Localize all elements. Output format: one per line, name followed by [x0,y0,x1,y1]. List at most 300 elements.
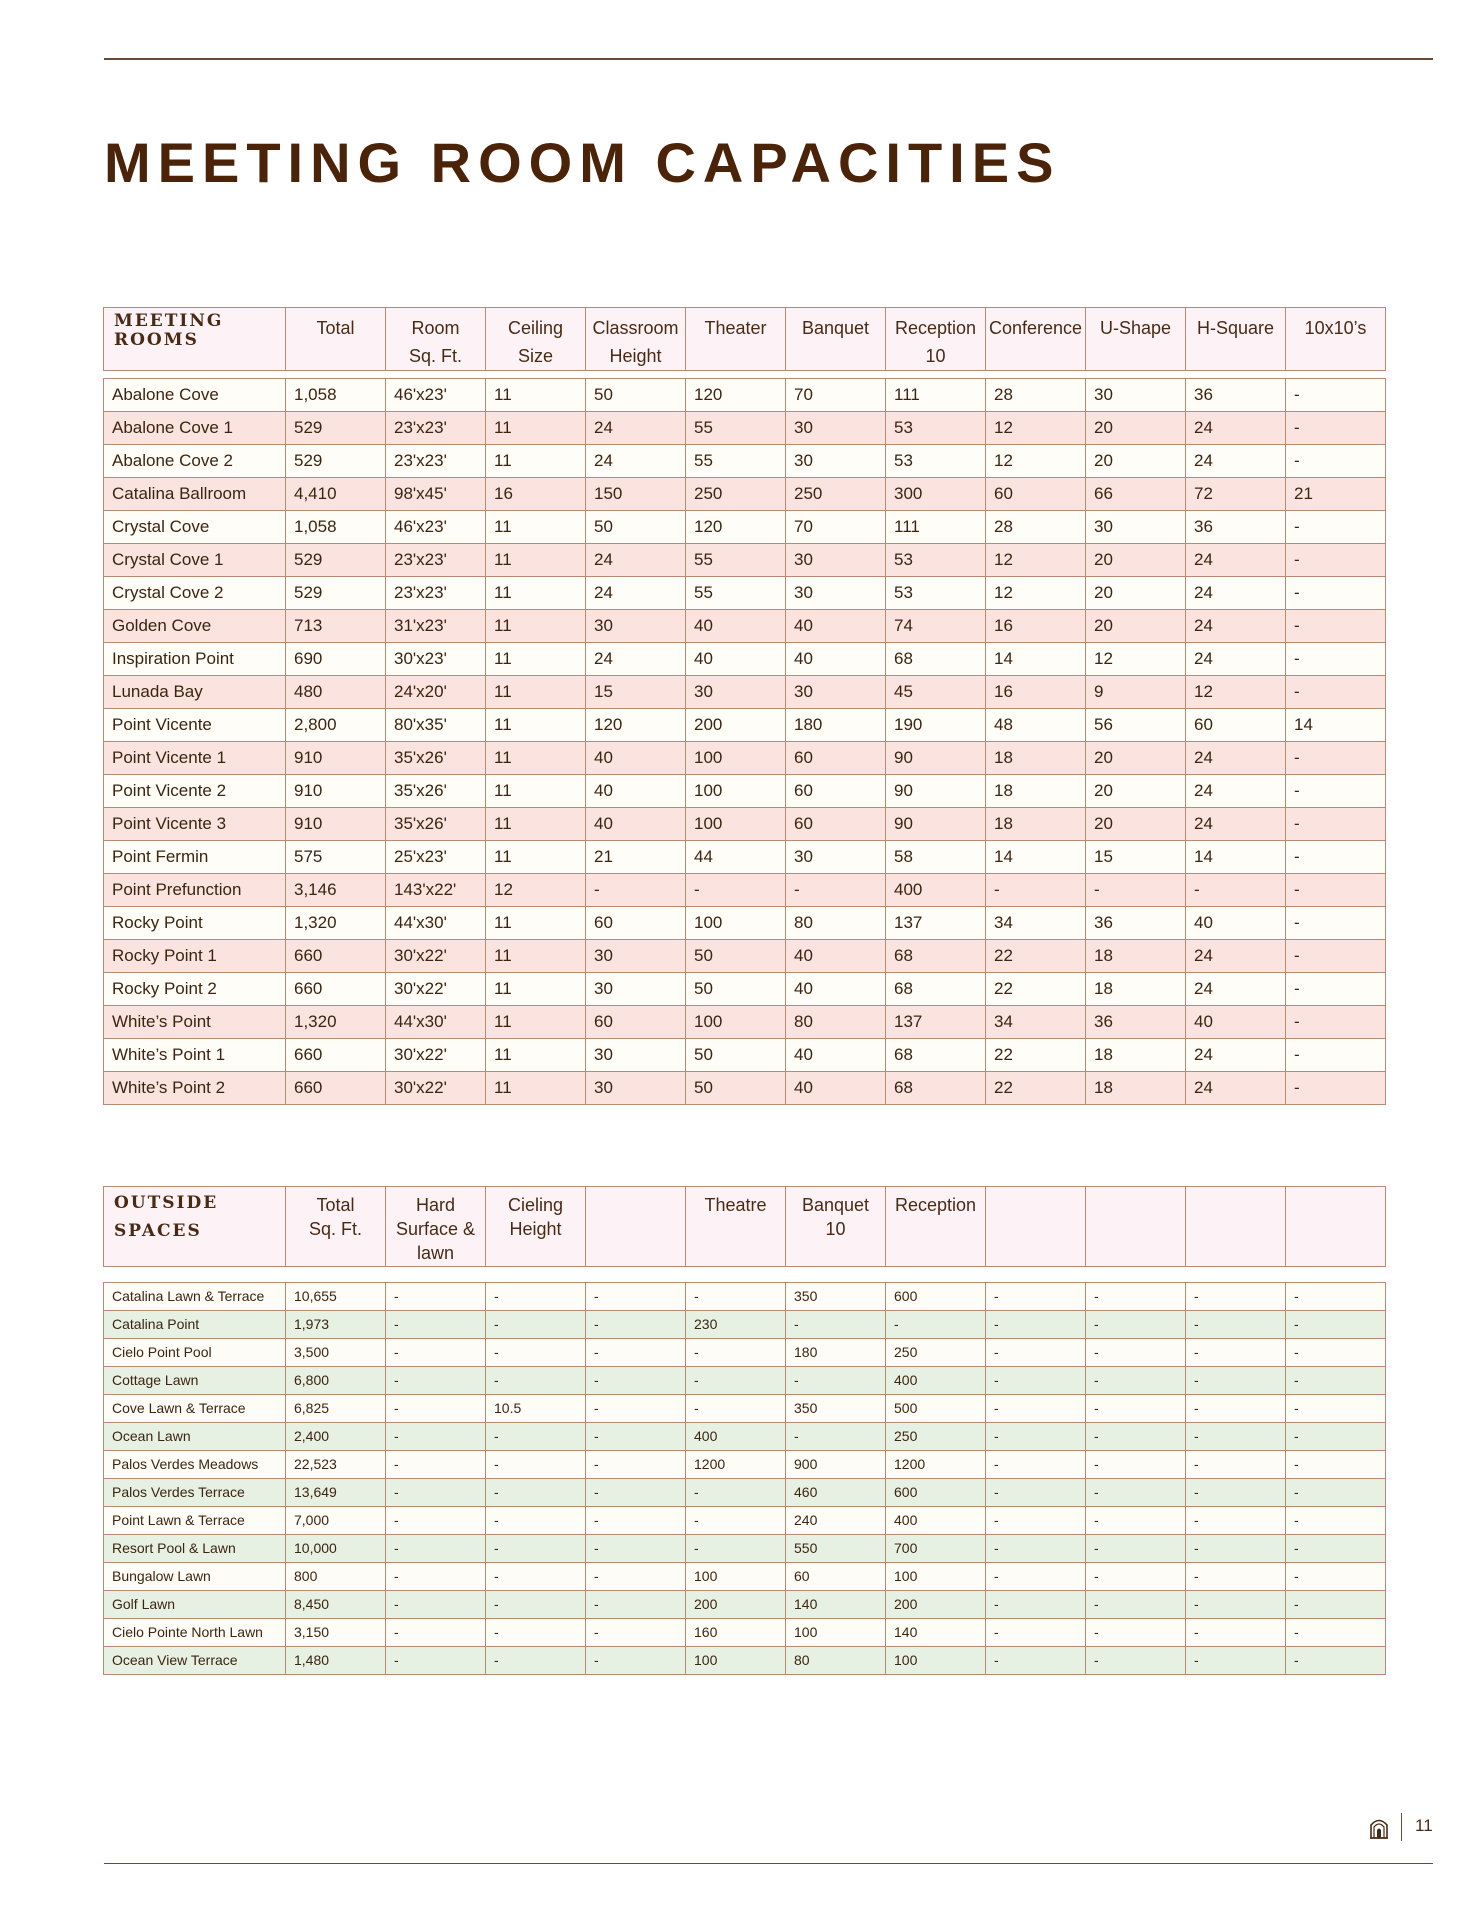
meeting-room-value-cell: 11 [486,808,586,841]
meeting-room-value-cell: 24 [586,412,686,445]
meeting-room-name-cell: Catalina Ballroom [104,478,286,511]
meeting-room-value-cell: - [1286,1072,1386,1105]
meeting-room-row [104,643,1386,676]
outside-space-value-cell: - [586,1339,686,1367]
outside-space-value-cell: - [486,1591,586,1619]
meeting-room-value-cell: 35'x26' [386,775,486,808]
meeting-room-name-cell: Abalone Cove 2 [104,445,286,478]
outside-space-value-cell: - [1286,1535,1386,1563]
outside-space-name-cell: Resort Pool & Lawn [104,1535,286,1563]
outside-space-value-cell: - [686,1367,786,1395]
meeting-room-row [104,511,1386,544]
outside-space-value-cell: - [586,1591,686,1619]
meeting-room-value-cell: 40 [786,940,886,973]
outside-space-value-cell: - [386,1311,486,1339]
outside-space-value-cell: - [386,1619,486,1647]
meeting-room-value-cell: 12 [986,577,1086,610]
outside-space-value-cell: - [786,1423,886,1451]
outside-space-value-cell: - [1186,1619,1286,1647]
outside-space-value-cell: - [1086,1311,1186,1339]
meeting-room-value-cell: 11 [486,742,586,775]
outside-spaces-header-row [104,1187,1386,1267]
outside-space-value-cell: - [1186,1591,1286,1619]
meeting-room-value-cell: 55 [686,412,786,445]
outside-space-value-cell: - [686,1535,786,1563]
outside-space-value-cell: - [386,1647,486,1675]
outside-space-value-cell: 240 [786,1507,886,1535]
outside-space-value-cell: - [986,1479,1086,1507]
meeting-room-name-cell: Rocky Point 2 [104,973,286,1006]
meeting-room-row [104,940,1386,973]
outside-space-value-cell: - [1186,1311,1286,1339]
meeting-room-row [104,412,1386,445]
meeting-room-value-cell: 910 [286,808,386,841]
meeting-room-column-header-line: Room [411,318,460,338]
meeting-room-value-cell: 4,410 [286,478,386,511]
outside-space-value-cell: - [586,1311,686,1339]
meeting-room-value-cell: 36 [1186,511,1286,544]
outside-space-value-cell: 100 [686,1563,786,1591]
meeting-room-value-cell: 910 [286,742,386,775]
meeting-room-value-cell: 180 [786,709,886,742]
meeting-room-value-cell: 50 [586,379,686,412]
meeting-room-value-cell: 20 [1086,577,1186,610]
meeting-room-value-cell: 137 [886,907,986,940]
outside-space-column-header [986,1187,1086,1267]
outside-space-row [104,1395,1386,1423]
meeting-room-column-header [786,308,886,371]
outside-space-value-cell: 400 [886,1507,986,1535]
meeting-room-value-cell: 12 [986,412,1086,445]
meeting-room-value-cell: 1,320 [286,907,386,940]
outside-space-value-cell: - [986,1619,1086,1647]
outside-spaces-table [103,1186,1386,1675]
meeting-room-value-cell: 30 [1086,511,1186,544]
meeting-room-value-cell: 68 [886,1072,986,1105]
meeting-room-value-cell: 30 [586,610,686,643]
meeting-room-value-cell: 12 [986,445,1086,478]
meeting-room-value-cell: 120 [686,379,786,412]
meeting-room-value-cell: 100 [686,775,786,808]
outside-space-column-header [286,1187,386,1267]
outside-space-value-cell: 900 [786,1451,886,1479]
outside-space-column-header [1086,1187,1186,1267]
outside-space-row [104,1479,1386,1507]
meeting-room-row [104,775,1386,808]
meeting-room-value-cell: 250 [686,478,786,511]
outside-space-row [104,1591,1386,1619]
outside-space-value-cell: - [1086,1395,1186,1423]
meeting-room-value-cell: 35'x26' [386,808,486,841]
outside-space-column-header [686,1187,786,1267]
meeting-room-value-cell: 14 [1286,709,1386,742]
meeting-room-value-cell: 45 [886,676,986,709]
meeting-room-value-cell: 24 [1186,742,1286,775]
meeting-room-value-cell: 30 [586,940,686,973]
meeting-room-value-cell: 70 [786,511,886,544]
meeting-room-value-cell: 50 [686,973,786,1006]
meeting-room-value-cell: 150 [586,478,686,511]
meeting-room-value-cell: 111 [886,379,986,412]
outside-space-column-header [486,1187,586,1267]
meeting-room-value-cell: - [1286,874,1386,907]
outside-space-value-cell: - [486,1647,586,1675]
meeting-room-value-cell: 31'x23' [386,610,486,643]
outside-space-row [104,1451,1386,1479]
meeting-room-value-cell: 30'x22' [386,973,486,1006]
meeting-room-row [104,445,1386,478]
meeting-room-value-cell: 44 [686,841,786,874]
meeting-room-value-cell: 40 [786,610,886,643]
meeting-room-value-cell: 23'x23' [386,577,486,610]
outside-space-value-cell: - [586,1647,686,1675]
meeting-room-value-cell: 529 [286,577,386,610]
meeting-room-value-cell: 56 [1086,709,1186,742]
meeting-room-value-cell: 30'x23' [386,643,486,676]
outside-space-value-cell: - [586,1507,686,1535]
meeting-room-row [104,808,1386,841]
outside-space-value-cell: - [586,1283,686,1311]
meeting-room-value-cell: 24 [1186,445,1286,478]
meeting-room-value-cell: 20 [1086,445,1186,478]
meeting-room-column-header-line: Theater [704,318,767,338]
outside-space-value-cell: - [1286,1451,1386,1479]
meeting-room-value-cell: 30 [686,676,786,709]
meeting-room-value-cell: 16 [986,676,1086,709]
outside-space-value-cell: - [386,1395,486,1423]
outside-space-row [104,1507,1386,1535]
meeting-room-value-cell: 100 [686,742,786,775]
meeting-room-column-header [386,308,486,371]
meeting-room-value-cell: 40 [686,610,786,643]
outside-space-value-cell: - [486,1423,586,1451]
meeting-room-value-cell: 34 [986,907,1086,940]
outside-space-name-cell: Cottage Lawn [104,1367,286,1395]
outside-space-value-cell: - [686,1479,786,1507]
meeting-room-column-header [886,308,986,371]
meeting-room-value-cell: 60 [786,775,886,808]
outside-space-value-cell: - [486,1339,586,1367]
outside-space-value-cell: - [586,1451,686,1479]
outside-space-value-cell: - [786,1311,886,1339]
meeting-room-value-cell: 53 [886,445,986,478]
meeting-room-value-cell: 44'x30' [386,907,486,940]
meeting-room-value-cell: 11 [486,775,586,808]
outside-space-name-cell: Ocean View Terrace [104,1647,286,1675]
meeting-room-value-cell: 50 [586,511,686,544]
meeting-room-value-cell: 1,320 [286,1006,386,1039]
meeting-room-value-cell: 28 [986,511,1086,544]
outside-space-value-cell: - [386,1535,486,1563]
meeting-room-value-cell: 50 [686,940,786,973]
meeting-room-value-cell: 80 [786,1006,886,1039]
meeting-room-value-cell: 120 [686,511,786,544]
outside-space-value-cell: 13,649 [286,1479,386,1507]
outside-space-value-cell: - [986,1507,1086,1535]
meeting-room-value-cell: - [1286,808,1386,841]
meeting-room-row [104,874,1386,907]
outside-space-value-cell: - [986,1647,1086,1675]
meeting-rooms-label [104,308,286,371]
meeting-room-value-cell: 30 [786,412,886,445]
meeting-room-value-cell: 480 [286,676,386,709]
meeting-room-column-header-line: 10x10’s [1304,318,1367,338]
outside-space-value-cell: - [986,1339,1086,1367]
meeting-room-value-cell: 24 [1186,1039,1286,1072]
meeting-room-value-cell: 30 [786,676,886,709]
meeting-room-value-cell: 529 [286,445,386,478]
outside-space-value-cell: 140 [886,1619,986,1647]
meeting-room-value-cell: 18 [1086,973,1186,1006]
outside-space-value-cell: 3,150 [286,1619,386,1647]
meeting-room-name-cell: White’s Point 1 [104,1039,286,1072]
meeting-room-name-cell: Point Vicente 3 [104,808,286,841]
meeting-room-value-cell: 24'x20' [386,676,486,709]
top-rule [104,58,1433,60]
meeting-room-value-cell: 20 [1086,610,1186,643]
meeting-room-column-header [1186,308,1286,371]
meeting-room-value-cell: 250 [786,478,886,511]
outside-space-value-cell: - [1086,1367,1186,1395]
meeting-room-value-cell: 35'x26' [386,742,486,775]
outside-space-value-cell: 2,400 [286,1423,386,1451]
outside-space-value-cell: - [386,1339,486,1367]
outside-space-value-cell: 7,000 [286,1507,386,1535]
meeting-room-value-cell: - [1286,577,1386,610]
outside-space-value-cell: 400 [886,1367,986,1395]
outside-space-value-cell: 22,523 [286,1451,386,1479]
meeting-room-value-cell: 40 [586,808,686,841]
outside-space-value-cell: - [486,1619,586,1647]
meeting-rooms-label-line1: MEETING [114,311,224,331]
outside-space-value-cell: - [486,1311,586,1339]
meeting-room-value-cell: 11 [486,676,586,709]
outside-space-value-cell: 100 [886,1563,986,1591]
meeting-room-value-cell: - [1286,742,1386,775]
meeting-room-value-cell: 90 [886,808,986,841]
meeting-room-row [104,973,1386,1006]
meeting-room-value-cell: 20 [1086,544,1186,577]
meeting-room-value-cell: 40 [586,742,686,775]
meeting-room-value-cell: - [1286,511,1386,544]
outside-space-value-cell: 100 [686,1647,786,1675]
meeting-room-value-cell: 53 [886,577,986,610]
outside-space-value-cell: 350 [786,1395,886,1423]
meeting-room-column-header [486,308,586,371]
meeting-room-value-cell: 25'x23' [386,841,486,874]
meeting-room-value-cell: 30 [586,1039,686,1072]
meeting-room-column-header [1286,308,1386,371]
meeting-room-value-cell: 40 [686,643,786,676]
outside-space-value-cell: 230 [686,1311,786,1339]
outside-space-value-cell: - [1086,1451,1186,1479]
meeting-room-value-cell: 12 [986,544,1086,577]
meeting-room-row [104,841,1386,874]
meeting-room-value-cell: 30 [786,445,886,478]
meeting-room-value-cell: 1,058 [286,379,386,412]
meeting-room-value-cell: 90 [886,742,986,775]
meeting-room-value-cell: 20 [1086,742,1186,775]
meeting-room-value-cell: 46'x23' [386,379,486,412]
outside-space-value-cell: 6,800 [286,1367,386,1395]
meeting-room-value-cell: 24 [586,643,686,676]
meeting-room-name-cell: Inspiration Point [104,643,286,676]
outside-space-value-cell: 80 [786,1647,886,1675]
meeting-room-value-cell: 660 [286,940,386,973]
outside-space-value-cell: - [386,1479,486,1507]
outside-space-value-cell: 200 [886,1591,986,1619]
outside-space-value-cell: - [1286,1339,1386,1367]
meeting-room-value-cell: 529 [286,544,386,577]
outside-space-column-header-line: Surface & [395,1219,476,1239]
outside-space-value-cell: - [1086,1591,1186,1619]
meeting-room-value-cell: 60 [786,808,886,841]
outside-space-value-cell: - [1186,1423,1286,1451]
meeting-room-column-header-line: Conference [988,318,1083,338]
outside-space-value-cell: - [586,1423,686,1451]
meeting-room-value-cell: - [1286,412,1386,445]
meeting-room-value-cell: 24 [1186,808,1286,841]
meeting-room-value-cell: 68 [886,940,986,973]
meeting-room-value-cell: 24 [1186,940,1286,973]
outside-space-value-cell: - [786,1367,886,1395]
meeting-room-value-cell: 55 [686,445,786,478]
meeting-room-value-cell: - [986,874,1086,907]
outside-space-value-cell: - [486,1451,586,1479]
meeting-room-value-cell: 23'x23' [386,445,486,478]
meeting-room-value-cell: 11 [486,610,586,643]
meeting-room-value-cell: 40 [786,1039,886,1072]
meeting-room-value-cell: 24 [1186,610,1286,643]
meeting-room-row [104,709,1386,742]
meeting-room-column-header-line: Height [609,346,662,366]
meeting-room-value-cell: 24 [1186,775,1286,808]
outside-space-value-cell: 6,825 [286,1395,386,1423]
meeting-room-value-cell: - [1286,643,1386,676]
meeting-room-value-cell: 30'x22' [386,1039,486,1072]
page-title: MEETING ROOM CAPACITIES [104,131,1061,194]
page-number: 11 [1415,1816,1433,1835]
meeting-room-value-cell: 24 [1186,1072,1286,1105]
meeting-room-value-cell: 100 [686,907,786,940]
meeting-room-value-cell: 74 [886,610,986,643]
meeting-room-value-cell: 24 [1186,412,1286,445]
outside-space-value-cell: - [1186,1283,1286,1311]
outside-space-value-cell: - [986,1451,1086,1479]
meeting-room-value-cell: 28 [986,379,1086,412]
meeting-room-name-cell: Crystal Cove 1 [104,544,286,577]
meeting-room-value-cell: - [1286,841,1386,874]
outside-space-value-cell: 1200 [886,1451,986,1479]
outside-space-value-cell: - [1286,1479,1386,1507]
meeting-room-value-cell: 11 [486,511,586,544]
meeting-room-value-cell: 24 [1186,544,1286,577]
meeting-room-column-header-line: Size [517,346,553,366]
outside-space-column-header-line: Sq. Ft. [308,1219,362,1239]
outside-space-value-cell: - [1086,1283,1186,1311]
meeting-room-value-cell: - [1286,907,1386,940]
outside-space-name-cell: Ocean Lawn [104,1423,286,1451]
meeting-room-value-cell: 40 [1186,1006,1286,1039]
meeting-room-column-header [286,308,386,371]
meeting-room-name-cell: Rocky Point 1 [104,940,286,973]
meeting-rooms-label-line2: ROOMS [114,330,199,350]
meeting-room-value-cell: - [1286,973,1386,1006]
outside-space-value-cell: 160 [686,1619,786,1647]
meeting-room-column-header-line: Sq. Ft. [408,346,462,366]
meeting-room-name-cell: Abalone Cove [104,379,286,412]
meeting-room-column-header [1086,308,1186,371]
outside-space-value-cell: - [1286,1395,1386,1423]
meeting-room-value-cell: 660 [286,1072,386,1105]
outside-space-value-cell: - [486,1283,586,1311]
outside-space-name-cell: Cove Lawn & Terrace [104,1395,286,1423]
meeting-room-value-cell: 690 [286,643,386,676]
meeting-room-row [104,1072,1386,1105]
meeting-room-row [104,1006,1386,1039]
meeting-room-value-cell: 400 [886,874,986,907]
outside-space-value-cell: - [486,1563,586,1591]
outside-space-column-header-line: Banquet [801,1195,870,1215]
outside-space-value-cell: 10.5 [486,1395,586,1423]
meeting-room-value-cell: - [786,874,886,907]
outside-space-column-header [386,1187,486,1267]
outside-space-name-cell: Cielo Pointe North Lawn [104,1619,286,1647]
outside-space-value-cell: - [1286,1647,1386,1675]
meeting-room-value-cell: 14 [986,841,1086,874]
meeting-room-value-cell: 50 [686,1072,786,1105]
meeting-room-value-cell: 72 [1186,478,1286,511]
outside-space-value-cell: - [1186,1535,1286,1563]
meeting-room-value-cell: 18 [1086,940,1186,973]
meeting-room-value-cell: 24 [586,577,686,610]
outside-space-name-cell: Catalina Lawn & Terrace [104,1283,286,1311]
outside-spaces-body [104,1267,1386,1675]
meeting-room-value-cell: 53 [886,544,986,577]
meeting-room-value-cell: - [1286,1039,1386,1072]
meeting-room-value-cell: 30 [586,973,686,1006]
meeting-room-row [104,742,1386,775]
outside-space-value-cell: - [486,1507,586,1535]
meeting-room-value-cell: 14 [1186,841,1286,874]
meeting-room-value-cell: 11 [486,709,586,742]
outside-space-value-cell: - [886,1311,986,1339]
meeting-room-row [104,544,1386,577]
outside-space-column-header [586,1187,686,1267]
outside-space-value-cell: - [486,1367,586,1395]
outside-space-row [104,1283,1386,1311]
outside-space-value-cell: - [586,1619,686,1647]
outside-space-value-cell: - [986,1367,1086,1395]
meeting-room-value-cell: 70 [786,379,886,412]
meeting-room-column-header [986,308,1086,371]
outside-space-value-cell: 460 [786,1479,886,1507]
meeting-room-value-cell: 3,146 [286,874,386,907]
meeting-room-value-cell: 100 [686,808,786,841]
meeting-room-value-cell: 18 [986,808,1086,841]
meeting-room-value-cell: - [1286,775,1386,808]
meeting-room-value-cell: 60 [986,478,1086,511]
meeting-room-value-cell: 660 [286,1039,386,1072]
outside-space-value-cell: 8,450 [286,1591,386,1619]
meeting-room-value-cell: 143'x22' [386,874,486,907]
outside-space-value-cell: 200 [686,1591,786,1619]
outside-space-value-cell: - [1286,1423,1386,1451]
outside-space-value-cell: - [1086,1647,1186,1675]
meeting-room-column-header [586,308,686,371]
outside-space-value-cell: - [386,1423,486,1451]
meeting-room-name-cell: Point Vicente 1 [104,742,286,775]
